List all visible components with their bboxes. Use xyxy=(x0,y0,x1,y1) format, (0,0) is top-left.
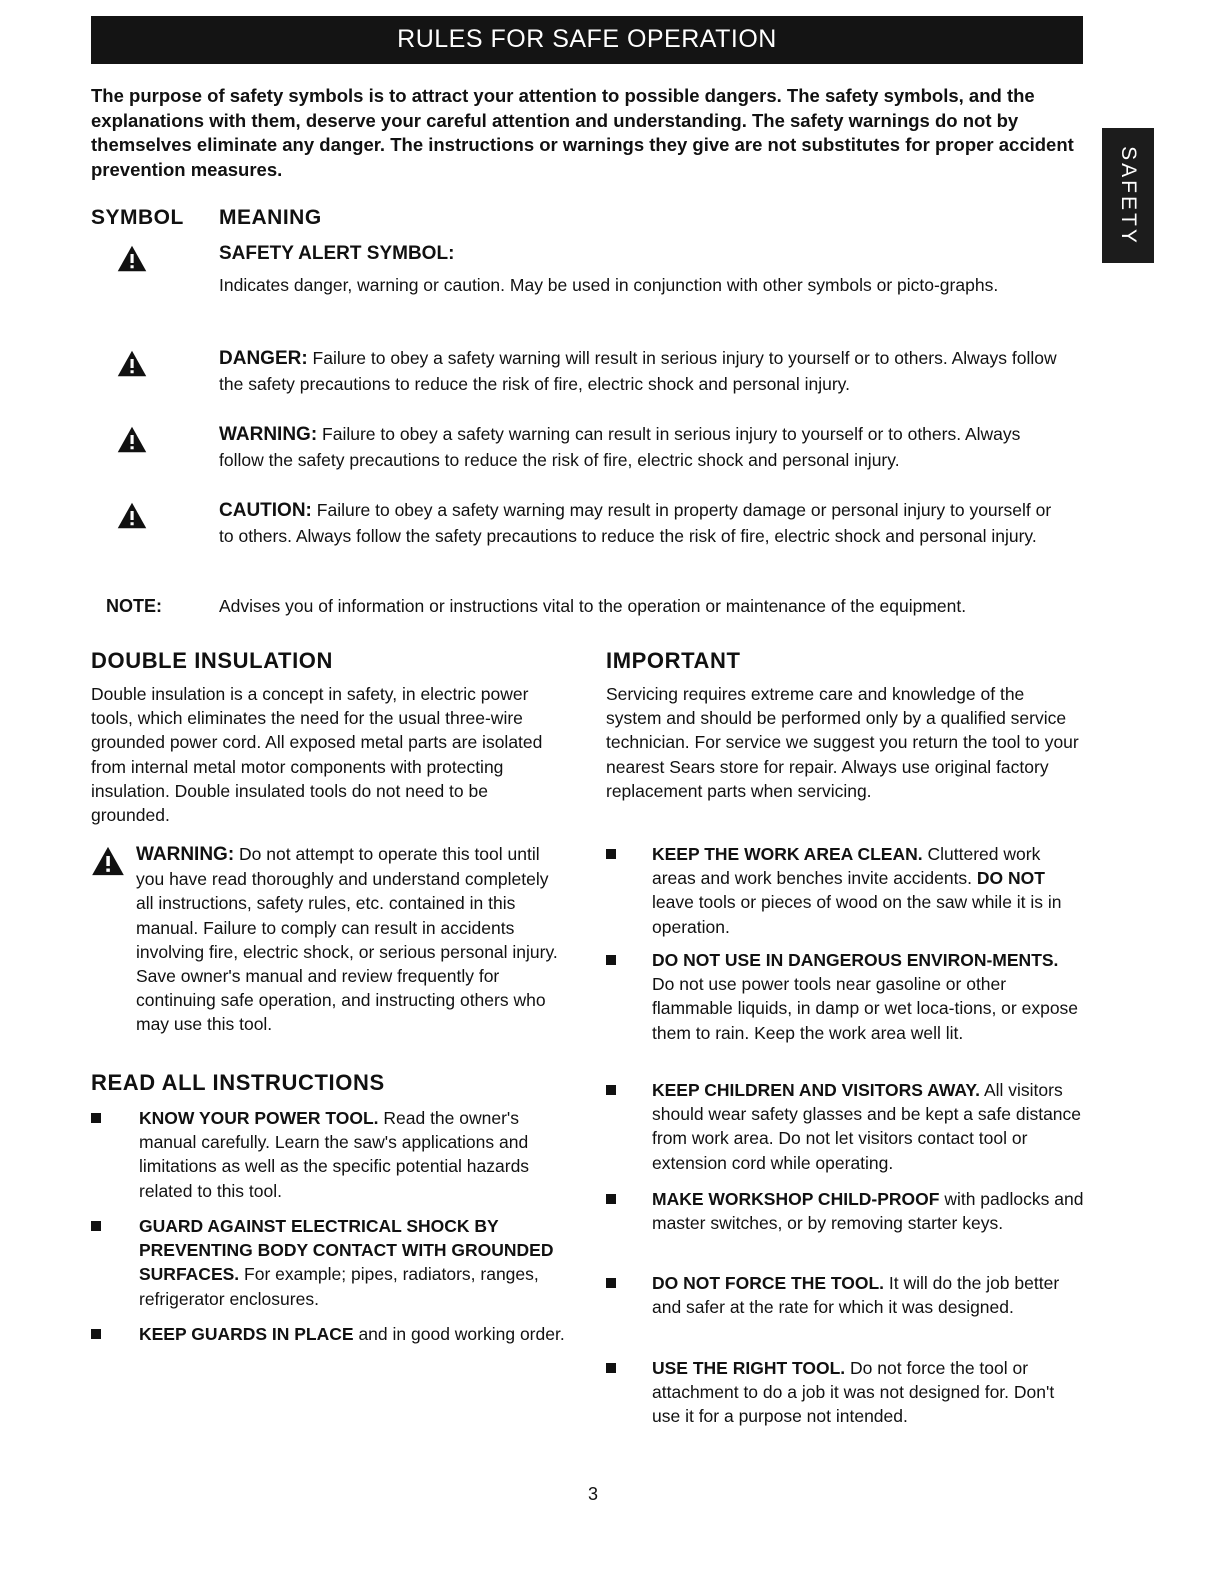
page-title: RULES FOR SAFE OPERATION xyxy=(397,25,777,53)
list-item-title: KEEP THE WORK AREA CLEAN. xyxy=(652,844,923,864)
double-insulation-heading: DOUBLE INSULATION xyxy=(91,648,334,673)
safety-alert-icon xyxy=(117,245,147,272)
warning-text: Failure to obey a safety warning can result in serious injury to yourself or to others. Always follow the safety precautions to reduce the risk of fire, electric shock and personal injury. xyxy=(219,424,1021,470)
warning-alert-icon xyxy=(91,846,125,876)
warning-alert-icon xyxy=(117,426,147,453)
double-insulation-warning-text: Do not attempt to operate this tool until you have read thoroughly and understand completely all instructions, safety rules, etc. contained in this manual. Failure to comply can result in accidents involving fire, electric shock, or serious personal injury. Save owner's manual and review frequently for continuing safe operation, and instructing others who may use this tool. xyxy=(136,844,558,1035)
side-tab-label: SAFETY xyxy=(1117,145,1140,246)
bullet-icon xyxy=(606,1085,616,1095)
meaning-column-heading: MEANING xyxy=(219,206,322,229)
list-item-text: leave tools or pieces of wood on the saw while it is in operation. xyxy=(652,892,1062,937)
caution-term: CAUTION: xyxy=(219,500,312,521)
list-item-title: MAKE WORKSHOP CHILD-PROOF xyxy=(652,1189,940,1209)
list-item-title: GUARD AGAINST ELECTRICAL SHOCK BY PREVENTING BODY CONTACT WITH GROUNDED SURFACES. xyxy=(139,1216,554,1285)
bullet-icon xyxy=(606,849,616,859)
bullet-icon xyxy=(606,1194,616,1204)
double-insulation-warning-term: WARNING: xyxy=(136,844,235,865)
page-title-banner xyxy=(91,16,1083,64)
page-number: 3 xyxy=(588,1484,599,1504)
danger-text: Failure to obey a safety warning will result in serious injury to yourself or to others. Always follow the safety precautions to reduce the risk of fire, electric shock and personal injury. xyxy=(219,348,1057,394)
note-label: NOTE: xyxy=(106,596,162,616)
warning-term: WARNING: xyxy=(219,424,318,445)
list-item-text: with padlocks and master switches, or by removing starter keys. xyxy=(652,1189,1084,1234)
list-item-text: Cluttered work areas and work benches invite accidents. xyxy=(652,844,1041,889)
list-item-title: USE THE RIGHT TOOL. xyxy=(652,1358,846,1378)
bullet-icon xyxy=(606,955,616,965)
list-item-text: All visitors should wear safety glasses and be kept a safe distance from work area. Do not let visitors contact tool or extension cord while operating. xyxy=(652,1080,1082,1173)
danger-alert-icon xyxy=(117,350,147,377)
bullet-icon xyxy=(606,1278,616,1288)
list-item-text: Do not force the tool or attachment to do a job it was not designed for. Don't use it for a purpose not intended. xyxy=(652,1358,1055,1427)
safety-alert-text: Indicates danger, warning or caution. May be used in conjunction with other symbols or picto-graphs. xyxy=(219,274,999,295)
caution-text: Failure to obey a safety warning may result in property damage or personal injury to yourself or to others. Always follow the safety precautions to reduce the risk of fire, electric shock and personal injury. xyxy=(219,500,1052,546)
list-item-title: KEEP CHILDREN AND VISITORS AWAY. xyxy=(652,1080,981,1100)
list-item-text: and in good working order. xyxy=(358,1324,565,1344)
list-item-text: It will do the job better and safer at the rate for which it was designed. xyxy=(652,1273,1060,1318)
symbol-column-heading: SYMBOL xyxy=(91,206,184,229)
section-side-tab xyxy=(1102,128,1154,263)
important-text: Servicing requires extreme care and knowledge of the system and should be performed only by a qualified service technician. For service we suggest you return the tool to your nearest Sears store for repair. Always use original factory replacement parts when servicing. xyxy=(606,684,1079,801)
list-item-title: KNOW YOUR POWER TOOL. xyxy=(139,1108,379,1128)
note-text: Advises you of information or instructions vital to the operation or maintenance of the equipment. xyxy=(219,596,967,616)
danger-term: DANGER: xyxy=(219,348,308,369)
list-item-text: For example; pipes, radiators, ranges, refrigerator enclosures. xyxy=(139,1264,539,1309)
list-item-title: KEEP GUARDS IN PLACE xyxy=(139,1324,354,1344)
bullet-icon xyxy=(91,1113,101,1123)
bullet-icon xyxy=(91,1329,101,1339)
read-all-instructions-heading: READ ALL INSTRUCTIONS xyxy=(91,1070,385,1095)
list-item-title: DO NOT USE IN DANGEROUS ENVIRON-MENTS. xyxy=(652,950,1059,970)
double-insulation-text: Double insulation is a concept in safety, in electric power tools, which eliminates the need for the usual three-wire grounded power cord. All exposed metal parts are isolated from internal metal motor components with protecting insulation. Double insulated tools do not need to be grounded. xyxy=(91,684,543,826)
intro-paragraph: The purpose of safety symbols is to attract your attention to possible dangers. The safety symbols, and the explanations with them, deserve your careful attention and understanding. The safety warnings do not by themselves eliminate any danger. The instructions or warnings they give are not substitutes for proper accident prevention measures. xyxy=(91,85,1074,180)
list-item-emphasis: DO NOT xyxy=(976,868,1045,889)
list-item-text: Read the owner's manual carefully. Learn the saw's applications and limitations as well as the specific potential hazards related to this tool. xyxy=(139,1108,530,1201)
safety-alert-term: SAFETY ALERT SYMBOL: xyxy=(219,243,455,264)
important-heading: IMPORTANT xyxy=(606,648,741,673)
list-item-text: Do not use power tools near gasoline or other flammable liquids, in damp or wet loca-tions, or expose them to rain. Keep the work area well lit. xyxy=(652,974,1079,1043)
list-item-title: DO NOT FORCE THE TOOL. xyxy=(652,1273,885,1293)
caution-alert-icon xyxy=(117,502,147,529)
bullet-icon xyxy=(91,1221,101,1231)
bullet-icon xyxy=(606,1363,616,1373)
